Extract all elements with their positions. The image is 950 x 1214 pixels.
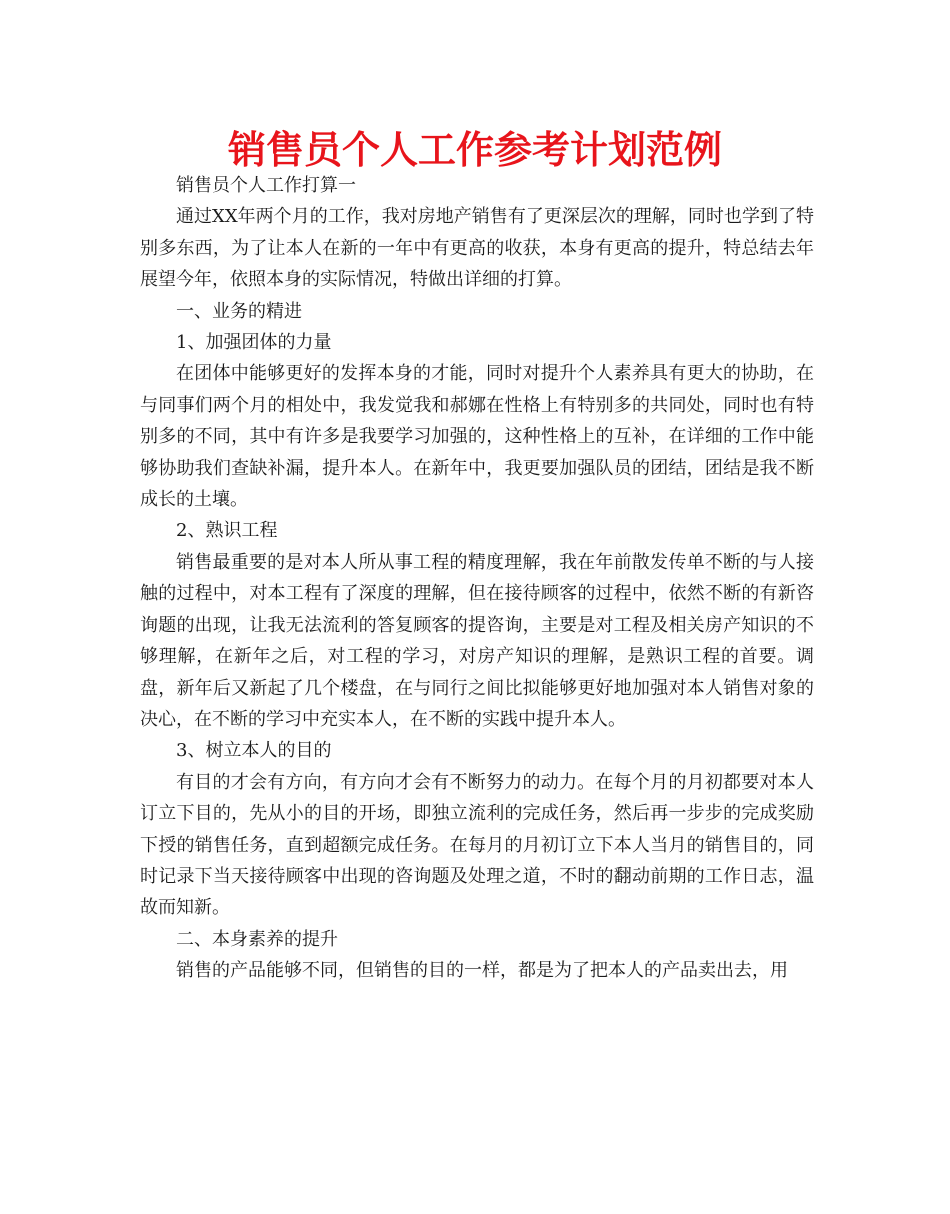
section-heading-business: 一、业务的精进 [176, 300, 302, 322]
paragraph-project: 销售最重要的是对本人所从事工程的精度理解，我在年前散发传单不断的与人接触的过程中，对本工程有了深度的理解，但在接待顾客的过程中，依然不断的有新咨询题的出现，让我无法流利的答复顾客的提咨询，主要是对工程及相关房产知识的不够理解，在新年之后，对工程的学习，对房产知识的理解，是熟识工程的首要。调盘，新年后又新起了几个楼盘，在与同行之间比拟能够更好地加强对本人销售对象的决心，在不断的学习中充实本人，在不断的实践中提升本人。 [140, 551, 814, 730]
document-title: 销售员个人工作参考计划范例 [227, 128, 722, 172]
paragraph-quality: 销售的产品能够不同，但销售的目的一样，都是为了把本人的产品卖出去，用 [176, 960, 788, 982]
section-heading-quality: 二、本身素养的提升 [176, 928, 338, 950]
paragraph-goal: 有目的才会有方向，有方向才会有不断努力的动力。在每个月的月初都要对本人订立下目的，先从小的目的开场，即独立流利的完成任务，然后再一步步的完成奖励下授的销售任务，直到超额完成任务。在每月的月初订立下本人当月的销售目的，同时记录下当天接待顾客中出现的咨询题及处理之道，不时的翻动前期的工作日志，温故而知新。 [140, 771, 814, 919]
document-body [140, 170, 814, 987]
paragraph-team: 在团体中能够更好的发挥本身的才能，同时对提升个人素养具有更大的协助，在与同事们两个月的相处中，我发觉我和郝娜在性格上有特别多的共同处，同时也有特别多的不同，其中有许多是我要学习加强的，这种性格上的互补，在详细的工作中能够协助我们查缺补漏，提升本人。在新年中，我更要加强队员的团结，团结是我不断成长的土壤。 [140, 363, 814, 511]
paragraph-subtitle: 销售员个人工作打算一 [176, 175, 356, 196]
subheading-team: 1、加强团体的力量 [176, 332, 332, 354]
subheading-goal: 3、树立本人的目的 [176, 740, 332, 762]
paragraph-intro: 通过XX年两个月的工作，我对房地产销售有了更深层次的理解，同时也学到了特别多东西，为了让本人在新的一年中有更高的收获，本身有更高的提升，特总结去年展望今年，依照本身的实际情况，特做出详细的打算。 [140, 206, 814, 291]
subheading-project: 2、熟识工程 [176, 520, 278, 542]
